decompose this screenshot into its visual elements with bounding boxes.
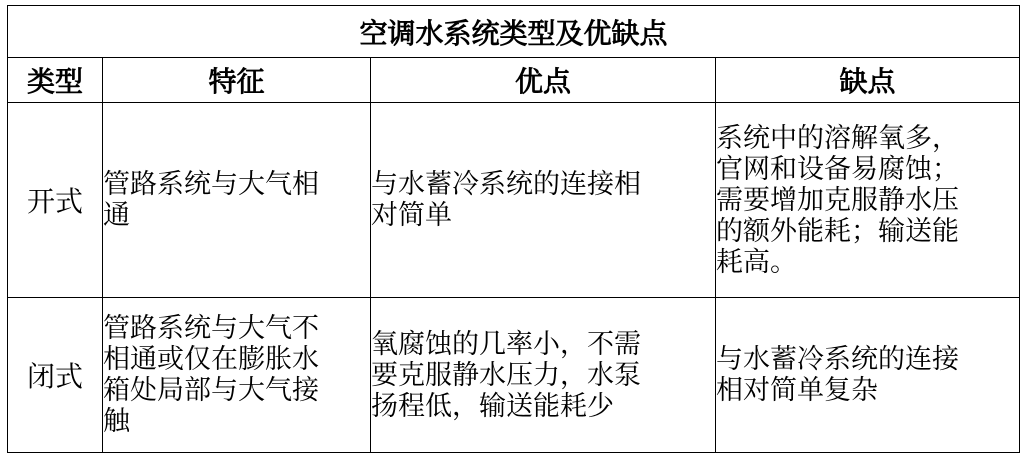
feature-line: 箱处局部与大气接	[103, 375, 319, 406]
feature-line: 管路系统与大气相	[103, 169, 319, 200]
disadvantage-line: 需要增加克服静水压	[716, 184, 959, 216]
row-feature-closed	[103, 298, 371, 453]
row-disadvantage-open	[716, 103, 1020, 298]
advantage-line: 扬程低，输送能耗少	[371, 390, 614, 422]
row-disadvantage-closed	[716, 298, 1020, 453]
header-type: 类型	[8, 58, 103, 103]
disadvantage-line: 系统中的溶解氧多，	[716, 122, 959, 154]
feature-line: 触	[103, 406, 130, 437]
row-advantage-open	[371, 103, 716, 298]
advantage-line: 与水蓄冷系统的连接相	[371, 169, 641, 200]
table-title: 空调水系统类型及优缺点	[8, 6, 1020, 58]
row-type-closed: 闭式	[8, 298, 103, 453]
water-system-table	[7, 5, 1020, 453]
disadvantage-line: 相对简单复杂	[716, 375, 878, 406]
row-feature-open	[103, 103, 371, 298]
table-row	[8, 298, 1020, 453]
header-disadvantage: 缺点	[716, 58, 1020, 103]
advantage-line: 对简单	[371, 200, 452, 231]
row-advantage-closed	[371, 298, 716, 453]
advantage-line: 要克服静水压力，水泵	[371, 359, 641, 391]
disadvantage-line: 的额外能耗；输送能	[716, 215, 959, 247]
table-row	[8, 103, 1020, 298]
feature-line: 通	[103, 200, 130, 231]
disadvantage-line: 与水蓄冷系统的连接	[716, 344, 959, 375]
header-advantage: 优点	[371, 58, 716, 103]
feature-line: 管路系统与大气不	[103, 313, 319, 344]
advantage-line: 氧腐蚀的几率小，不需	[371, 328, 641, 360]
disadvantage-line: 官网和设备易腐蚀；	[716, 153, 959, 185]
feature-line: 相通或仅在膨胀水	[103, 344, 319, 375]
disadvantage-line: 耗高。	[716, 246, 797, 278]
row-type-open: 开式	[8, 103, 103, 298]
header-feature: 特征	[103, 58, 371, 103]
